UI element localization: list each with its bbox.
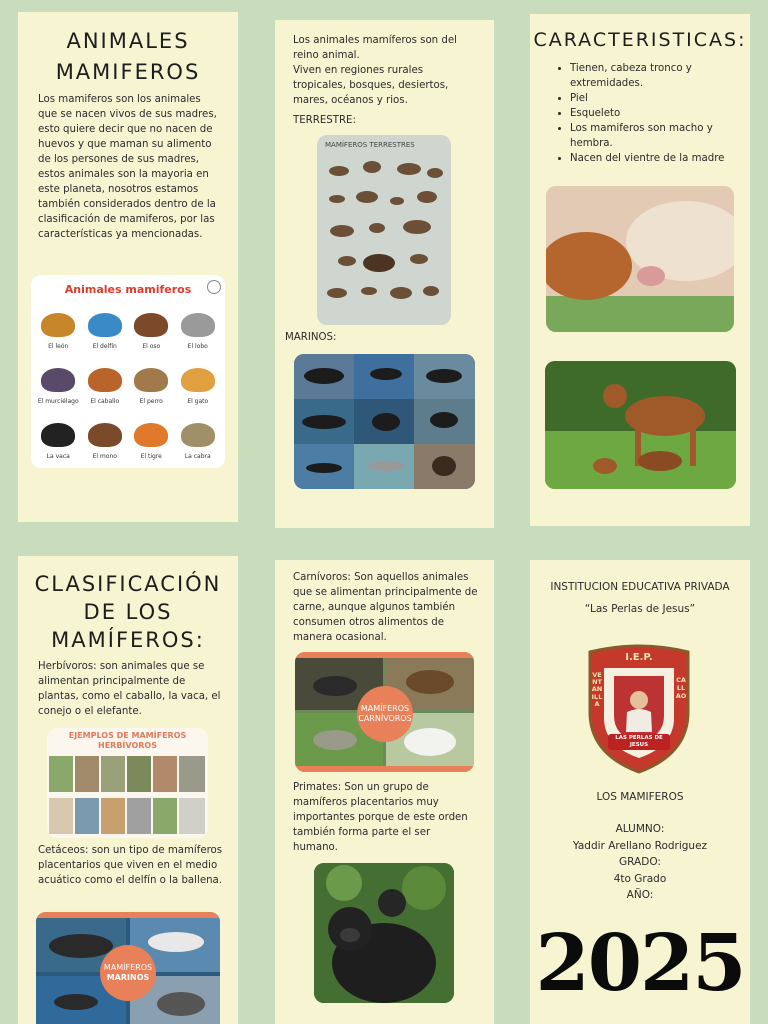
- animal-label: El mono: [92, 453, 117, 460]
- animal-cell: [82, 299, 129, 354]
- characteristics-title: CARACTERISTICAS:: [533, 29, 747, 51]
- animal-cell: [35, 354, 82, 409]
- cetaceans-paragraph: Cetáceos: son un tipo de mamíferos placentarios que viven en el medio acuático como el delfín o la ballena.: [38, 845, 223, 886]
- intro-paragraph: Los mamiferos son los animales que se nacen vivos de sus madres, esto quiere decir que no nacen de huevos y que maman su alimento de los persones de sus madres, estos animales son la mayoria en este planeta, nosotros estamos también considerados dentro de la clasificación de mamiferos, por las características ya mencionadas.: [38, 94, 217, 240]
- student-info: [530, 821, 750, 904]
- badge-line: MAMÍFEROS: [360, 704, 410, 713]
- animal-label: El gato: [187, 398, 209, 405]
- alumno-label: ALUMNO:: [615, 823, 665, 835]
- grade-value: 4to Grado: [613, 872, 667, 885]
- animal-label: El delfín: [92, 343, 117, 350]
- animal-label: El león: [48, 343, 69, 350]
- animal-icon: [181, 313, 215, 337]
- title-line: MAMIFEROS: [55, 60, 201, 84]
- title-line: CLASIFICACIÓN: [34, 572, 222, 596]
- marine-mammals-image: [36, 912, 220, 1024]
- anio-label: AÑO:: [626, 889, 654, 901]
- gorilla-photo: [314, 863, 454, 1003]
- year-display: 2025: [535, 918, 745, 1009]
- animal-cell: [128, 354, 175, 409]
- animal-icon: [88, 313, 122, 337]
- school-crest-logo: [586, 642, 692, 774]
- badge-line: CARNÍVOROS: [358, 714, 412, 723]
- characteristic-item: • Tienen, cabeza tronco y extremidades.: [570, 61, 750, 91]
- animal-cell: [175, 354, 222, 409]
- institution-name: INSTITUCION EDUCATIVA PRIVADA: [550, 581, 730, 593]
- herbivores-chart-image: [47, 728, 208, 838]
- student-name: Yaddir Arellano Rodriguez: [572, 839, 708, 852]
- herbivores-tiles: [47, 756, 208, 838]
- panel-title: [18, 26, 238, 88]
- primates-paragraph: Primates: Son un grupo de mamíferos placentarios muy importantes porque de este orden también forma parte el ser humano.: [293, 782, 468, 853]
- animal-label: El caballo: [90, 398, 120, 405]
- crest-left-text: VENTANILLA: [591, 671, 603, 708]
- animal-cell: [175, 299, 222, 354]
- carnivores-image: [295, 652, 474, 772]
- subject-title: LOS MAMIFEROS: [596, 791, 684, 803]
- badge-line: MAMÍFEROS: [103, 963, 153, 972]
- animal-silhouettes: [317, 153, 451, 325]
- panel-cover: [530, 560, 750, 1024]
- animal-icon: [41, 423, 75, 447]
- terrestre-label: TERRESTRE:: [293, 115, 356, 126]
- animal-cell: [175, 409, 222, 464]
- carnivores-badge: [357, 686, 413, 742]
- characteristic-item: • Piel: [570, 91, 750, 106]
- crest-ribbon-text: LAS PERLAS DE JESUS: [615, 735, 663, 748]
- crest-right-text: CALLAO: [675, 676, 687, 700]
- animal-cell: [35, 299, 82, 354]
- habitat-line: Viven en regiones rurales tropicales, bosques, desiertos, mares, océanos y rios.: [293, 65, 449, 106]
- carnivores-paragraph: Carnívoros: Son aquellos animales que se alimentan principalmente de carne, aunque algunos también consumen otros alimentos de manera ocasional.: [293, 572, 478, 643]
- crest-top-text: I.E.P.: [625, 652, 653, 663]
- poster-title: MAMÍFEROS TERRESTRES: [325, 141, 415, 149]
- animal-cell: [35, 409, 82, 464]
- characteristic-item: • Esqueleto: [570, 106, 750, 121]
- animal-icon: [41, 313, 75, 337]
- marine-badge: [100, 945, 156, 1001]
- herbivores-heading: [47, 731, 208, 751]
- school-name: “Las Perlas de Jesus”: [584, 603, 696, 615]
- animal-icon: [134, 368, 168, 392]
- panel-classification: [18, 556, 238, 1024]
- title-line: DE LOS: [83, 600, 173, 624]
- animal-cell: [128, 409, 175, 464]
- classification-title: [18, 570, 238, 654]
- chart-heading: Animales mamiferos: [64, 283, 192, 296]
- badge-line: MARINOS: [106, 973, 150, 982]
- chart-grid: [35, 299, 221, 464]
- calf-nursing-photo: [546, 186, 734, 332]
- marinos-label: MARINOS:: [285, 332, 337, 343]
- panel-intro: [18, 12, 238, 522]
- panel-carnivores: [275, 560, 494, 1024]
- herb-heading-line: HERBÍVOROS: [98, 741, 157, 750]
- panel-characteristics: [530, 14, 750, 526]
- animal-icon: [41, 368, 75, 392]
- marine-collage-tiles: [294, 354, 475, 489]
- title-line: MAMÍFEROS:: [51, 628, 205, 652]
- mammals-chart-image: [31, 275, 225, 468]
- calf-shapes: [546, 186, 734, 332]
- gorilla-shapes: [314, 863, 454, 1003]
- marine-mammals-collage: [294, 354, 475, 489]
- characteristics-list: [554, 61, 750, 166]
- animal-label: El murciélago: [37, 398, 79, 405]
- animal-cell: [128, 299, 175, 354]
- habitat-paragraph: [293, 33, 473, 108]
- herb-heading-line: EJEMPLOS DE MAMÍFEROS: [68, 731, 187, 740]
- animal-label: El oso: [142, 343, 161, 350]
- animal-icon: [134, 423, 168, 447]
- logo-icon: [207, 280, 221, 294]
- dog-nursing-photo: [545, 361, 736, 489]
- panel-habitat: [275, 20, 494, 528]
- characteristic-item: • Los mamiferos son macho y hembra.: [570, 121, 750, 151]
- terrestrial-poster-image: [317, 135, 451, 325]
- title-line: ANIMALES: [66, 29, 190, 53]
- herbivores-paragraph: Herbívoros: son animales que se alimentan principalmente de plantas, como el caballo, la vaca, el conejo o el elefante.: [38, 661, 221, 717]
- animal-icon: [181, 368, 215, 392]
- animal-label: La cabra: [184, 453, 211, 460]
- animal-icon: [88, 423, 122, 447]
- animal-cell: [82, 354, 129, 409]
- animal-label: El lobo: [187, 343, 208, 350]
- dog-shapes: [545, 361, 736, 489]
- animal-icon: [134, 313, 168, 337]
- animal-cell: [82, 409, 129, 464]
- characteristic-item: • Nacen del vientre de la madre: [570, 151, 750, 166]
- animal-icon: [181, 423, 215, 447]
- animal-label: El perro: [139, 398, 163, 405]
- animal-icon: [88, 368, 122, 392]
- grado-label: GRADO:: [619, 856, 661, 868]
- habitat-line: Los animales mamíferos son del reino animal.: [293, 35, 457, 61]
- animal-label: La vaca: [46, 453, 70, 460]
- animal-label: El tigre: [140, 453, 162, 460]
